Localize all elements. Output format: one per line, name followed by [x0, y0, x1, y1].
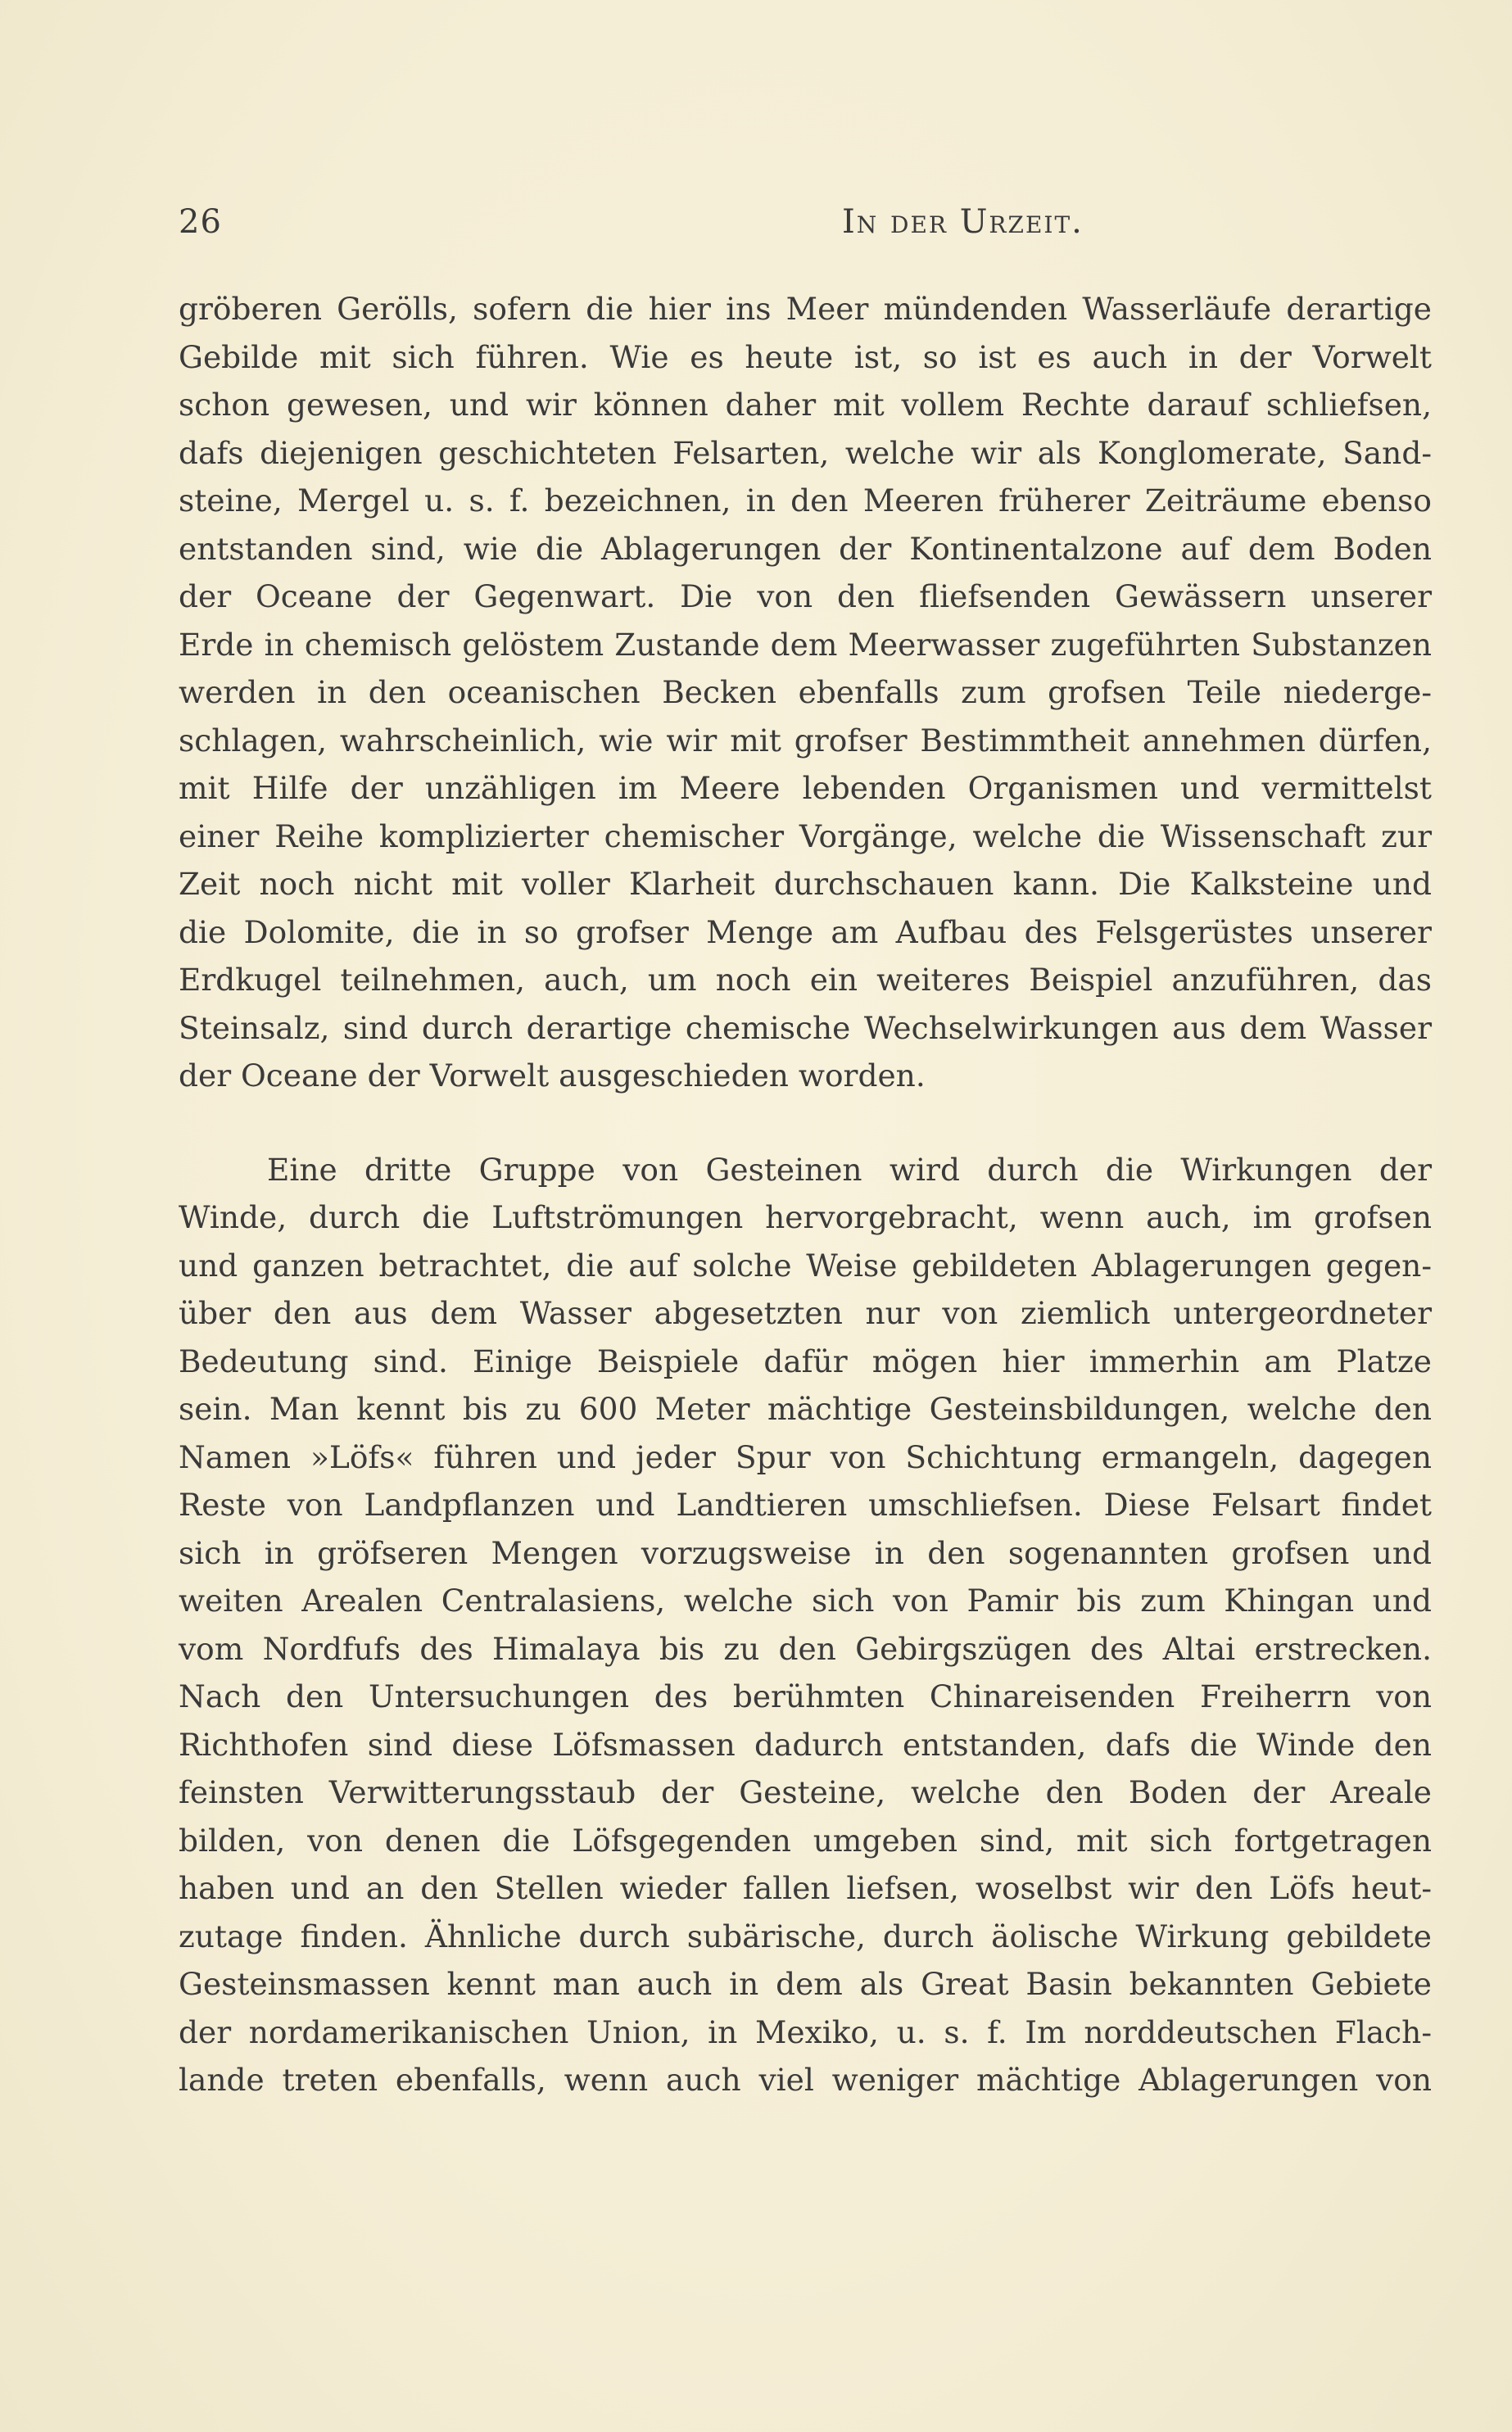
paragraph — [179, 285, 1432, 1100]
text-line: gröberen Gerölls, sofern die hier ins Meer mündenden Wasserläufe derartige — [179, 291, 1432, 327]
text-line: Richthofen sind diese Löfsmassen dadurch entstanden, dafs die Winde den — [179, 1726, 1432, 1763]
text-line: Zeit noch nicht mit voller Klarheit durchschauen kann. Die Kalksteine und — [179, 866, 1432, 902]
text-line: Nach den Untersuchungen des berühmten Chinareisenden Freiherrn von — [179, 1678, 1432, 1714]
text-line: Eine dritte Gruppe von Gesteinen wird durch die Wirkungen der — [267, 1151, 1432, 1188]
text-line: feinsten Verwitterungsstaub der Gesteine, welche den Boden der Areale — [179, 1774, 1432, 1810]
text-line: Erde in chemisch gelöstem Zustande dem Meerwasser zugeführten Substanzen — [179, 626, 1432, 663]
text-line: werden in den oceanischen Becken ebenfalls zum grofsen Teile niederge- — [179, 674, 1432, 710]
text-line: Bedeutung sind. Einige Beispiele dafür mögen hier immerhin am Platze — [179, 1343, 1432, 1379]
text-line: vom Nordfufs des Himalaya bis zu den Gebirgszügen des Altai erstrecken. — [179, 1630, 1432, 1667]
text-line: der nordamerikanischen Union, in Mexiko, u. s. f. Im norddeutschen Flach- — [179, 2013, 1432, 2050]
text-line: Gesteinsmassen kennt man auch in dem als Great Basin bekannten Gebiete — [179, 1966, 1432, 2002]
text-line: haben und an den Stellen wieder fallen liefsen, woselbst wir den Löfs heut- — [179, 1870, 1432, 1906]
text-line: entstanden sind, wie die Ablagerungen der Kontinentalzone auf dem Boden — [179, 530, 1432, 567]
text-line: die Dolomite, die in so grofser Menge am Aufbau des Felsgerüstes unserer — [179, 913, 1432, 950]
text-line: sein. Man kennt bis zu 600 Meter mächtige Gesteinsbildungen, welche den — [179, 1391, 1432, 1427]
text-line: Steinsalz, sind durch derartige chemische Wechselwirkungen aus dem Wasser — [179, 1009, 1432, 1046]
body-text — [179, 285, 1432, 2104]
text-line: Namen »Löfs« führen und jeder Spur von Schichtung ermangeln, dagegen — [179, 1438, 1432, 1475]
text-line: der Oceane der Gegenwart. Die von den fliefsenden Gewässern unserer — [179, 578, 1432, 614]
text-line: Reste von Landpflanzen und Landtieren umschliefsen. Diese Felsart findet — [179, 1487, 1432, 1523]
text-line: schlagen, wahrscheinlich, wie wir mit grofser Bestimmtheit annehmen dürfen, — [179, 722, 1432, 759]
text-line: steine, Mergel u. s. f. bezeichnen, in den Meeren früherer Zeiträume ebenso — [179, 482, 1432, 519]
running-head: In der Urzeit. — [842, 203, 1084, 241]
paragraph-gap — [179, 1100, 1432, 1146]
text-line: Erdkugel teilnehmen, auch, um noch ein weiteres Beispiel anzuführen, das — [179, 962, 1432, 998]
text-line: der Oceane der Vorwelt ausgeschieden worden. — [179, 1057, 926, 1094]
text-line: Winde, durch die Luftströmungen hervorgebracht, wenn auch, im grofsen — [179, 1199, 1432, 1235]
text-line: einer Reihe komplizierter chemischer Vorgänge, welche die Wissenschaft zur — [179, 817, 1432, 854]
text-line: Gebilde mit sich führen. Wie es heute ist, so ist es auch in der Vorwelt — [179, 338, 1432, 375]
text-line: und ganzen betrachtet, die auf solche Weise gebildeten Ablagerungen gegen- — [179, 1247, 1432, 1284]
text-line: weiten Arealen Centralasiens, welche sich von Pamir bis zum Khingan und — [179, 1583, 1432, 1619]
paragraph — [179, 1146, 1432, 2104]
text-line: sich in gröfseren Mengen vorzugsweise in den sogenannten grofsen und — [179, 1534, 1432, 1571]
text-line: schon gewesen, und wir können daher mit vollem Rechte darauf schliefsen, — [179, 387, 1432, 423]
text-line: lande treten ebenfalls, wenn auch viel weniger mächtige Ablagerungen von — [179, 2062, 1432, 2098]
text-line: über den aus dem Wasser abgesetzten nur von ziemlich untergeordneter — [179, 1295, 1432, 1331]
text-line: zutage finden. Ähnliche durch subärische, durch äolische Wirkung gebildete — [179, 1918, 1432, 1954]
text-line: bilden, von denen die Löfsgegenden umgeben sind, mit sich fortgetragen — [179, 1822, 1432, 1859]
page-header — [179, 203, 1442, 252]
page-number: 26 — [179, 203, 222, 241]
text-line: mit Hilfe der unzähligen im Meere lebenden Organismen und vermittelst — [179, 770, 1432, 806]
text-line: dafs diejenigen geschichteten Felsarten, welche wir als Konglomerate, Sand- — [179, 434, 1432, 471]
